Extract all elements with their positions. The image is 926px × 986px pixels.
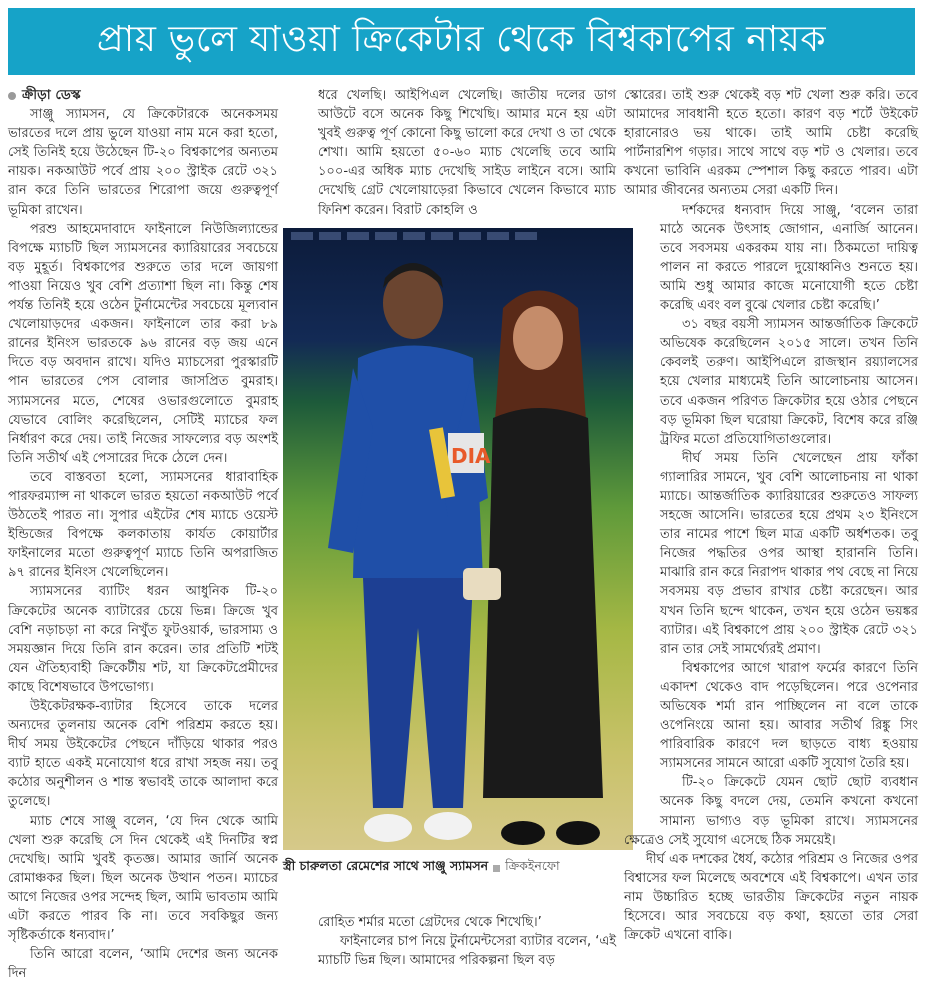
spouse-figure: [463, 278, 613, 848]
article-photo: [283, 228, 633, 850]
jersey-text: DIA: [451, 444, 491, 468]
paragraph: বিশ্বকাপের আগে খারাপ ফর্মের কারণে তিনি একাদশ থেকেও বাদ পড়েছিলেন। পরে ওপেনার অভিষেক শর্মা রান পাচ্ছিলেন না বলে তাকে ওপেনিংয়ে আনা হয়। আবার সতীর্থ রিঙ্কু সিং পারিবারিক কারণে দল ছাড়তে বাধ্য হওয়ায় স্যামসনের সামনে আরো একটি সুযোগ তৈরি হয়।: [660, 660, 918, 772]
paragraph: উইকেটরক্ষক-ব্যাটার হিসেবে তাকে দলের অন্যদের তুলনায় অনেক বেশি পরিশ্রম করতে হয়। দীর্ঘ সময় উইকেটের পেছনে দাঁড়িয়ে থাকার পরও ব্যাট হাতে একই মনোযোগ ধরে রাখা সহজ নয়। তবু কঠোর অনুশীলন ও শান্ত স্বভাবই তাকে আলাদা করে তুলেছে।: [8, 699, 278, 810]
article-column-2-bottom: [318, 913, 616, 970]
paragraph: দীর্ঘ এক দশকের ধৈর্য, কঠোর পরিশ্রম ও নিজের ওপর বিশ্বাসের ফল মিলেছে অবশেষে এই বিশ্বকাপে। এখন তার নাম উচ্চারিত হচ্ছে ভারতীয় ক্রিকেটের নতুন নায়ক হিসেবে। আর সবচেয়ে বড় কথা, হয়তো তার সেরা ক্রিকেট এখনো বাকি।: [624, 851, 918, 944]
paragraph: দর্শকদের ধন্যবাদ দিয়ে সাঞ্জু, ‘বলেন তারা মাঠে অনেক উৎসাহ জোগান, এনার্জি আনেন। তবে সবসময় একরকম যায় না। ঠিকমতো দায়িত্ব পালন না করতে পারলে দুয়োধ্বনিও শুনতে হয়। আমি শুধু আমার কাজে মনোযোগী হতে চেষ্টা করেছি এবং বল বুঝে খেলার চেষ্টা করেছি।’: [660, 202, 918, 314]
bullet-icon: [8, 92, 16, 100]
paragraph: স্কোরের। তাই শুরু থেকেই বড় শট খেলা শুরু করি। তবে আমাদের সাবধানী হতে হতো। কারণ বড় শর্টে উইকেট হারানোরও ভয় থাকে। তাই আমি চেষ্টা করেছি পার্টনারশিপ গড়ার। সাথে সাথে বড় শট ও খেলার। তবে কখনো ভাবিনি এরকম স্পেশাল কিছু করতে পারব। এটা আমার জীবনের অন্যতম সেরা একটি দিন।: [624, 88, 918, 199]
paragraph: ফাইনালের চাপ নিয়ে টুর্নামেন্টসেরা ব্যাটার বলেন, ‘এই ম্যাচটি ভিন্ন ছিল। আমাদের পরিকল্পনা ছিল বড়: [318, 934, 617, 969]
headline-banner: [8, 8, 915, 75]
paragraph: টি-২০ ক্রিকেটে যেমন ছোট ছোট ব্যবধান অনেক কিছু বদলে দেয়, তেমনি কখনো কখনো সামান্য ভাগ্যও বড় ভূমিকা রাখে। স্যামসনের ক্ষেত্রেও সেই সুযোগ এসেছে ঠিক সময়েই।: [624, 775, 918, 848]
paragraph: তবে বাস্তবতা হলো, স্যামসনের ধারাবাহিক পারফরম্যান্স না থাকলে ভারত হয়তো নকআউট পর্বে উঠতেই পারত না। সুপার এইটের শেষ ম্যাচে ওয়েস্ট ইন্ডিজের বিপক্ষে কলকাতায় কার্যত কোয়ার্টার ফাইনালের মতো গুরুত্বপূর্ণ ম্যাচে তিনি অপরাজিত ৯৭ রানের ইনিংস খেলেছিলেন।: [8, 469, 278, 581]
article-column-2-top: [318, 86, 616, 220]
paragraph: ৩১ বছর বয়সী স্যামসন আন্তর্জাতিক ক্রিকেটে অভিষেক করেছিলেন ২০১৫ সালে। তখন তিনি কেবলই তরুণ। আইপিএলে রাজস্থান রয়্যালসের হয়ে খেলার মাধ্যমেই তিনি আলোচনায় আসেন। তবে একজন পরিণত ক্রিকেটার হয়ে ওঠার পেছনে বড় ভূমিকা ছিল ঘরোয়া ক্রিকেট, বিশেষ করে রঞ্জি ট্রফির মতো প্রতিযোগিতাগুলোর।: [660, 317, 918, 447]
paragraph: স্যামসনের ব্যাটিং ধরন আধুনিক টি-২০ ক্রিকেটের অনেক ব্যাটারের চেয়ে ভিন্ন। ক্রিজে খুব বেশি নড়াচড়া না করে নিখুঁত ফুটওয়ার্ক, ভারসাম্য ও সময়জ্ঞান দিয়ে তিনি রান করেন। তার প্রতিটি শটই যেন ঐতিহ্যবাহী ক্রিকেটীয় শট, যা ক্রিকেটপ্রেমীদের কাছে বিশেষভাবে উপভোগ্য।: [8, 584, 278, 695]
paragraph: ম্যাচ শেষে সাঞ্জু বলেন, ‘যে দিন থেকে আমি খেলা শুরু করেছি সে দিন থেকেই এই দিনটির স্বপ্ন দেখেছি। আমি খুবই কৃতজ্ঞ। আমার জার্নি অনেক রোমাঞ্চকর ছিল। ছিল অনেক উত্থান পতন। ম্যাচের আগে নিজের ওপর সন্দেহ ছিল, আমি ভাবতাম আমি এটা করতে পারব কি না। তবে সবকিছুর জন্য সৃষ্টিকর্তাকে ধন্যবাদ।’: [8, 813, 278, 944]
byline: [8, 86, 278, 105]
paragraph: তিনি আরো বলেন, ‘আমি দেশের জন্য অনেক দিন: [8, 947, 278, 982]
paragraph: ধরে খেলছি। আইপিএল খেলেছি। জাতীয় দলের ডাগ আউটে বসে অনেক কিছু শিখেছি। আমার মনে হয় এটা খুবই গুরুত্ব পূর্ণ কোনো কিছু ভালো করে দেখা ও তা থেকে শেখা। আমি হয়তো ৫০-৬০ ম্যাচ খেলেছি তবে আমি ১০০-এর অধিক ম্যাচ দেখেছি সাইড লাইনে বসে। আমি দেখেছি গ্রেট খেলোয়াড়েরা কিভাবে খেলেন কিভাবে ম্যাচ ফিনিশ করেন। বিরাট কোহলি ও: [318, 88, 616, 218]
caption-text: স্ত্রী চারুলতা রেমেশের সাথে সাঞ্জু স্যামসন: [283, 858, 489, 873]
article-column-3: [624, 86, 918, 945]
photo-caption: [283, 858, 633, 878]
paragraph: পরশু আহমেদাবাদে ফাইনালে নিউজিল্যান্ডের বিপক্ষে ম্যাচটি ছিল স্যামসনের ক্যারিয়ারের সবচেয়ে বড় মুহূর্ত। বিশ্বকাপের শুরুতে তার দলে জায়গা পাওয়া নিয়েও খুব বেশি প্রত্যাশা ছিল না। কিন্তু শেষ পর্যন্ত তিনিই হয়ে ওঠেন টুর্নামেন্টের সবচেয়ে মূল্যবান খেলোয়াড়দের একজন। ফাইনালে তার করা ৮৯ রানের ইনিংস ভারতকে ৯৬ রানের বড় জয় এনে দিতে বড় অবদান রাখে। যদিও ম্যাচসেরা পুরস্কারটি পান ভারতের পেস বোলার জাসপ্রিত বুমরাহ। স্যামসনের মতে, শেষের ওভারগুলোতে বুমরাহ যেভাবে বোলিং করেছিলেন, সেটিই ম্যাচের ফল নির্ধারণ করে দেয়। তাই নিজের সাফল্যের বড় অংশই তিনি সতীর্থ এই পেসারের দিকে ঠেলে দেন।: [8, 221, 278, 466]
paragraph: রোহিত শর্মার মতো গ্রেটদের থেকে শিখেছি।’: [318, 915, 542, 930]
article-column-1: [8, 86, 278, 983]
headline: প্রায় ভুলে যাওয়া ক্রিকেটার থেকে বিশ্বকাপের নায়ক: [96, 18, 827, 60]
paragraph: সাঞ্জু স্যামসন, যে ক্রিকেটারকে অনেকসময় ভারতের দলে প্রায় ভুলে যাওয়া নাম মনে করা হতো, সেই তিনিই হয়ে উঠেছেন টি-২০ বিশ্বকাপের অন্যতম নায়ক। নকআউট পর্বে প্রায় ২০০ স্ট্রাইক রেটে ৩২১ রান করে তিনি ভারতের শিরোপা জয়ে গুরুত্বপূর্ণ ভূমিকা রাখেন।: [8, 107, 278, 218]
separator-square-icon: [493, 865, 500, 872]
paragraph: দীর্ঘ সময় তিনি খেলেছেন প্রায় ফাঁকা গ্যালারির সামনে, খুব বেশি আলোচনায় না থাকা ম্যাচে। আন্তর্জাতিক ক্যারিয়ারের শুরুতেও সাফল্য সহজে আসেনি। ভারতের হয়ে প্রথম ২৩ ইনিংসে তার নামের পাশে ছিল মাত্র একটি অর্ধশতক। তবু নিজের পদ্ধতির ওপর আস্থা হারাননি তিনি। মাঝারি রান করে নিরাপদ থাকার পথ বেছে না নিয়ে সবসময় বড় প্রভাব রাখার চেষ্টা করেছেন। আর যখন তিনি ছন্দে থাকেন, তখন হয়ে ওঠেন ভয়ঙ্কর ব্যাটার। এই বিশ্বকাপে প্রায় ২০০ স্ট্রাইক রেটে ৩২১ রান তার সেই সামর্থ্যেরই প্রমাণ।: [660, 450, 918, 657]
byline-text: ক্রীড়া ডেস্ক: [22, 87, 81, 103]
scoreboard-lights: [283, 232, 633, 244]
handbag-icon: [463, 568, 501, 600]
photo-credit: ক্রিকইনফো: [505, 858, 560, 873]
